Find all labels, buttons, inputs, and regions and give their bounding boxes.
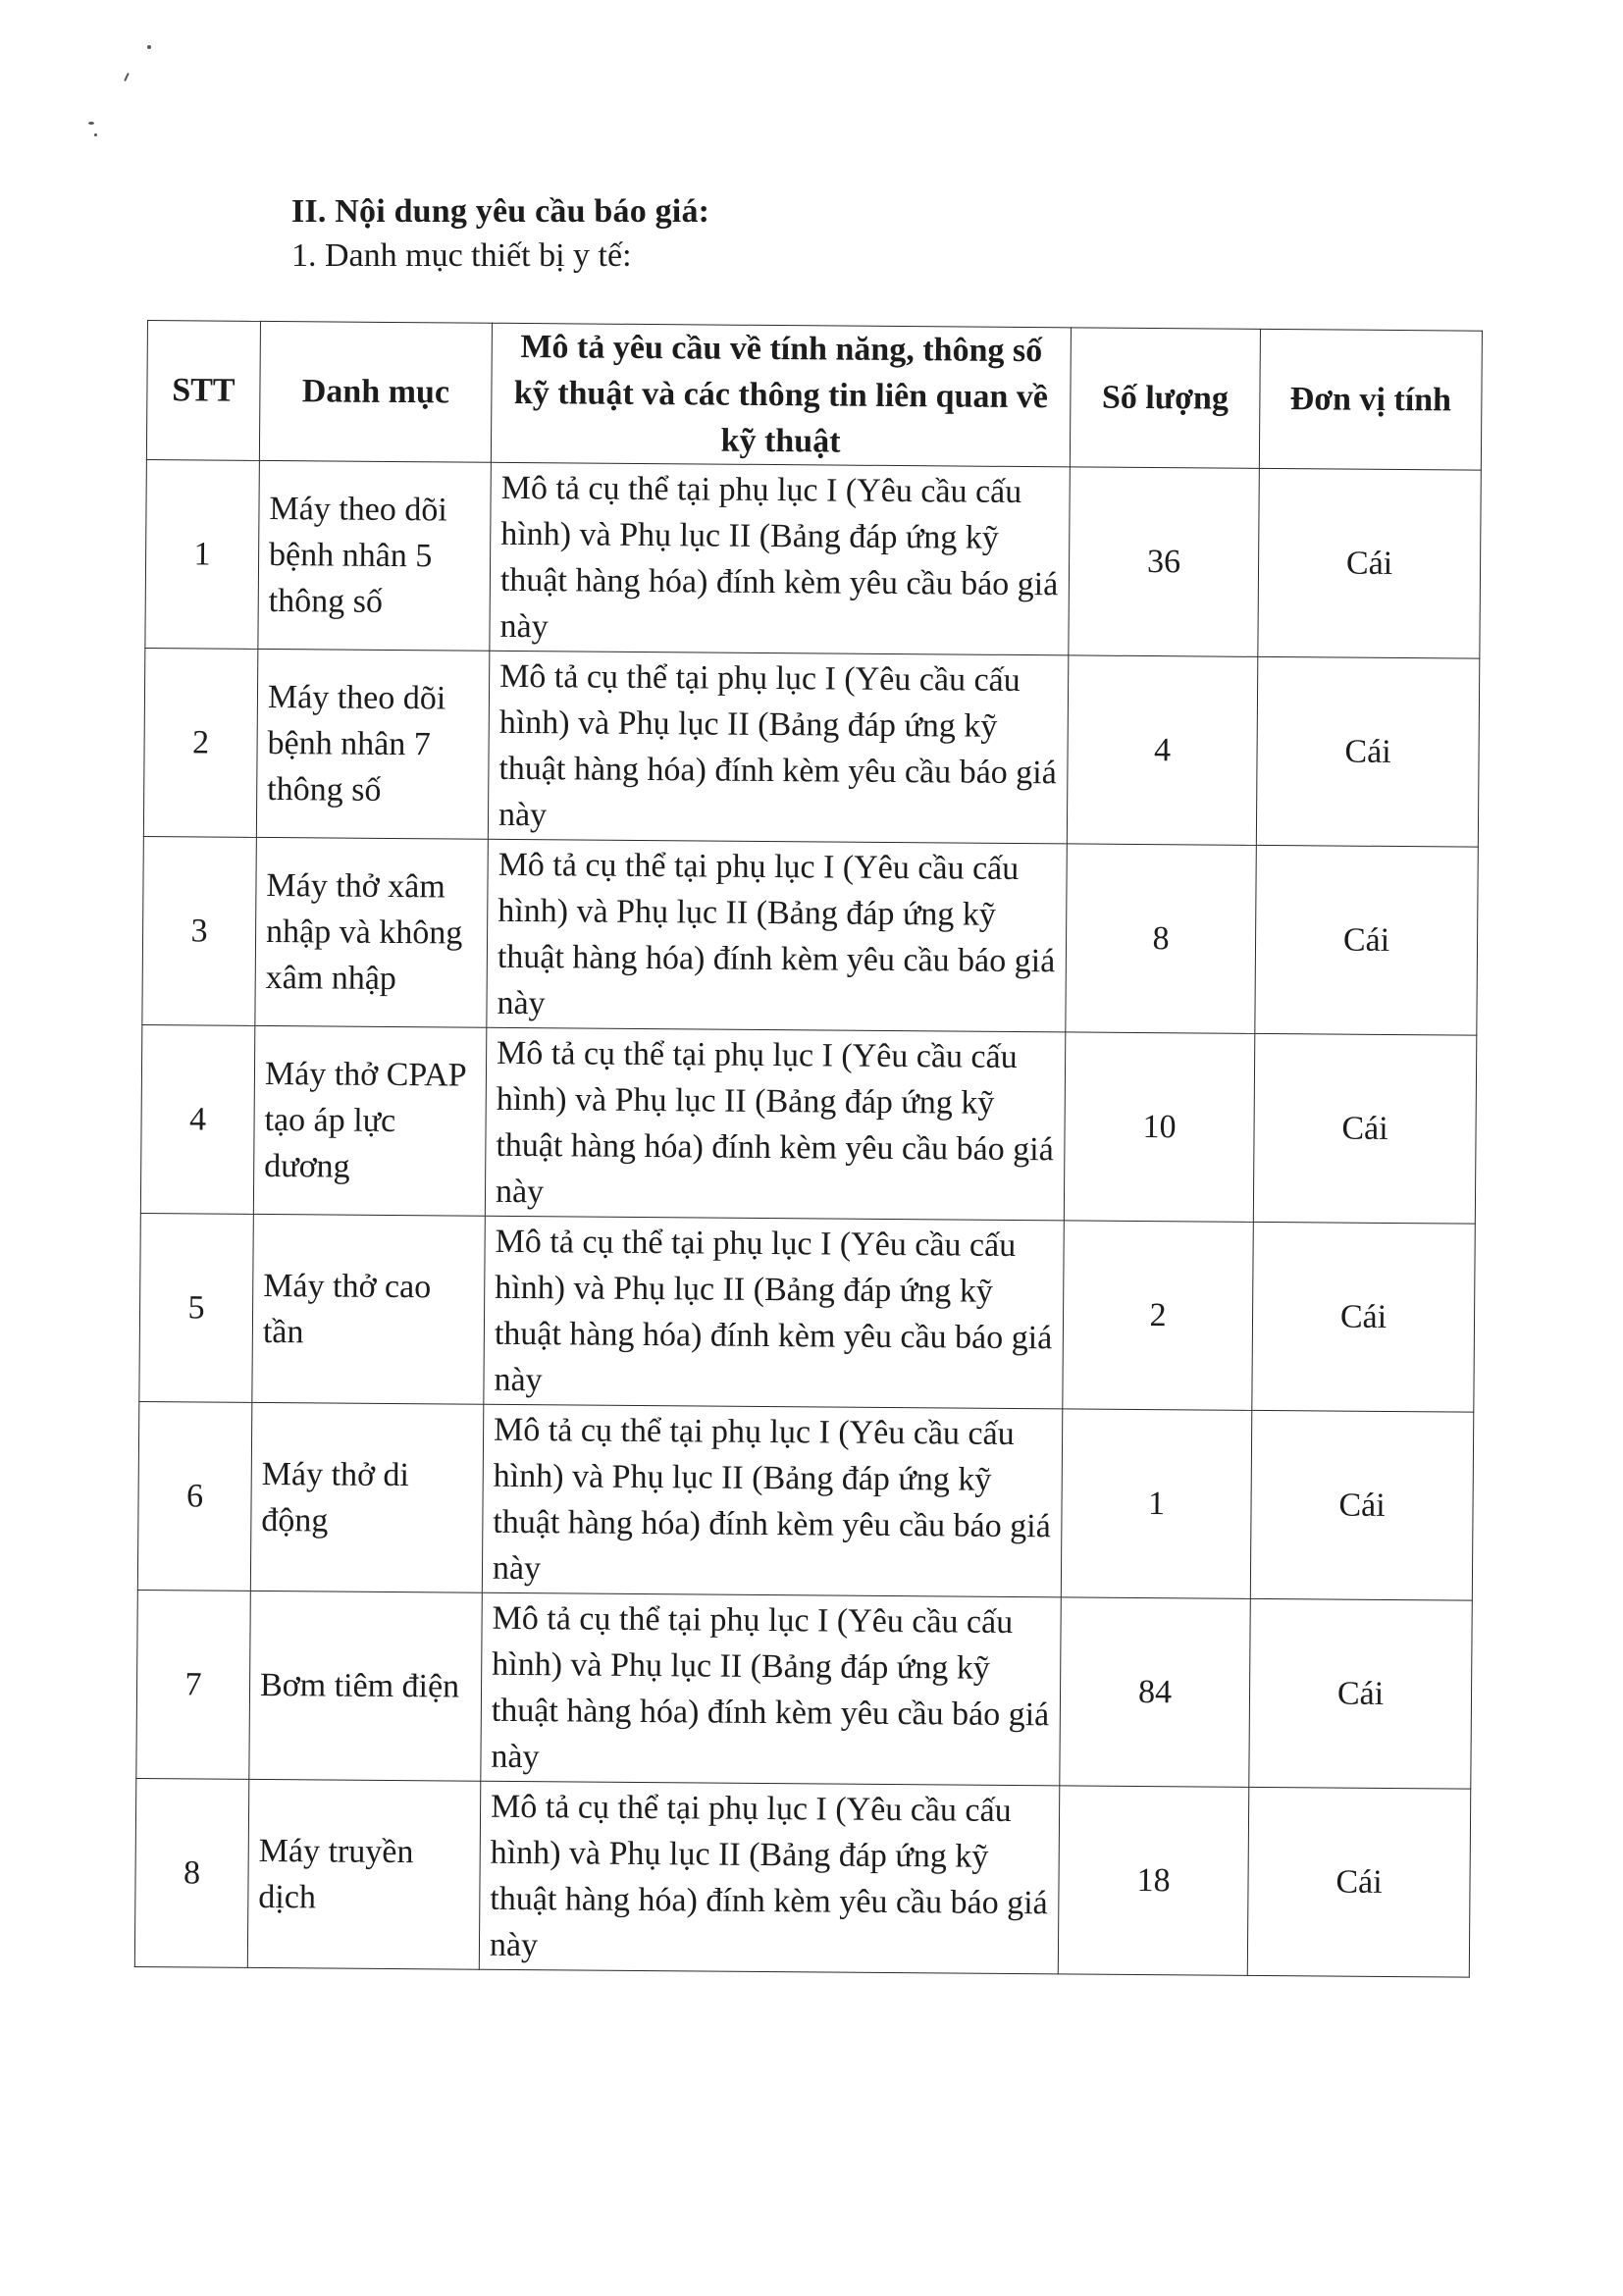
row-quantity: 4	[1067, 655, 1258, 846]
row-description: Mô tả cụ thể tại phụ lục I (Yêu cầu cấu hình) và Phụ lục II (Bảng đáp ứng kỹ thuật hàng hóa) đính kèm yêu cầu báo giá này	[487, 839, 1067, 1032]
header-unit: Đơn vị tính	[1259, 329, 1482, 470]
scan-speck	[147, 45, 151, 49]
row-category: Máy thở cao tần	[252, 1214, 486, 1404]
row-unit: Cái	[1253, 1033, 1477, 1224]
table-row	[142, 836, 1478, 1035]
equipment-table	[134, 320, 1483, 1978]
row-quantity: 8	[1066, 844, 1257, 1034]
row-category: Máy thở di động	[250, 1402, 484, 1592]
row-description: Mô tả cụ thể tại phụ lục I (Yêu cầu cấu hình) và Phụ lục II (Bảng đáp ứng kỹ thuật hàng hóa) đính kèm yêu cầu báo giá này	[485, 1027, 1065, 1221]
table-row	[134, 1778, 1470, 1977]
row-stt: 5	[139, 1213, 254, 1402]
row-description: Mô tả cụ thể tại phụ lục I (Yêu cầu cấu hình) và Phụ lục II (Bảng đáp ứng kỹ thuật hàng hóa) đính kèm yêu cầu báo giá này	[484, 1216, 1064, 1409]
row-unit: Cái	[1255, 845, 1479, 1035]
row-quantity: 36	[1069, 467, 1260, 657]
row-description: Mô tả cụ thể tại phụ lục I (Yêu cầu cấu hình) và Phụ lục II (Bảng đáp ứng kỹ thuật hàng hóa) đính kèm yêu cầu báo giá này	[482, 1404, 1062, 1597]
table-row	[136, 1590, 1472, 1789]
row-stt: 6	[137, 1401, 252, 1591]
section-subheading: 1. Danh mục thiết bị y tế:	[291, 237, 632, 274]
row-category: Máy thở xâm nhập và không xâm nhập	[255, 837, 489, 1027]
row-category: Bơm tiêm điện	[249, 1591, 483, 1781]
row-category: Máy thở CPAP tạo áp lực dương	[253, 1025, 487, 1216]
row-description: Mô tả cụ thể tại phụ lục I (Yêu cầu cấu hình) và Phụ lục II (Bảng đáp ứng kỹ thuật hàng hóa) đính kèm yêu cầu báo giá này	[481, 1592, 1061, 1786]
section-heading: II. Nội dung yêu cầu báo giá:	[291, 193, 710, 230]
header-quantity: Số lượng	[1070, 328, 1260, 469]
scan-speck	[88, 122, 94, 125]
table-row	[139, 1213, 1475, 1412]
header-description: Mô tả yêu cầu về tính năng, thông số kỹ thuật và các thông tin liên quan về kỹ thuật	[491, 323, 1071, 467]
row-description: Mô tả cụ thể tại phụ lục I (Yêu cầu cấu hình) và Phụ lục II (Bảng đáp ứng kỹ thuật hàng hóa) đính kèm yêu cầu báo giá này	[490, 462, 1070, 655]
row-description: Mô tả cụ thể tại phụ lục I (Yêu cầu cấu hình) và Phụ lục II (Bảng đáp ứng kỹ thuật hàng hóa) đính kèm yêu cầu báo giá này	[479, 1781, 1059, 1974]
table-header-row	[146, 321, 1482, 471]
row-stt: 4	[140, 1024, 255, 1214]
row-quantity: 18	[1058, 1786, 1249, 1976]
header-stt: STT	[146, 321, 260, 461]
row-unit: Cái	[1252, 1222, 1476, 1412]
row-unit: Cái	[1258, 468, 1482, 658]
row-quantity: 1	[1061, 1409, 1252, 1599]
table-row	[137, 1401, 1473, 1600]
row-description: Mô tả cụ thể tại phụ lục I (Yêu cầu cấu hình) và Phụ lục II (Bảng đáp ứng kỹ thuật hàng hóa) đính kèm yêu cầu báo giá này	[488, 651, 1068, 844]
row-stt: 1	[145, 459, 260, 649]
row-category: Máy theo dõi bệnh nhân 7 thông số	[256, 649, 490, 839]
row-stt: 3	[142, 836, 257, 1025]
scan-speck	[124, 73, 130, 81]
scan-speck	[94, 133, 97, 136]
row-quantity: 10	[1064, 1032, 1255, 1223]
row-quantity: 84	[1060, 1597, 1251, 1788]
row-category: Máy truyền dịch	[247, 1779, 481, 1969]
table-row	[143, 648, 1479, 847]
row-category: Máy theo dõi bệnh nhân 5 thông số	[258, 460, 492, 651]
row-quantity: 2	[1063, 1221, 1254, 1411]
row-unit: Cái	[1256, 656, 1480, 847]
row-unit: Cái	[1249, 1598, 1473, 1789]
table-row	[140, 1024, 1476, 1224]
table-row	[145, 459, 1481, 658]
row-unit: Cái	[1250, 1410, 1474, 1600]
header-category: Danh mục	[259, 321, 492, 462]
row-stt: 8	[134, 1778, 249, 1967]
row-stt: 2	[143, 648, 258, 837]
row-unit: Cái	[1247, 1787, 1471, 1977]
row-stt: 7	[136, 1590, 251, 1779]
